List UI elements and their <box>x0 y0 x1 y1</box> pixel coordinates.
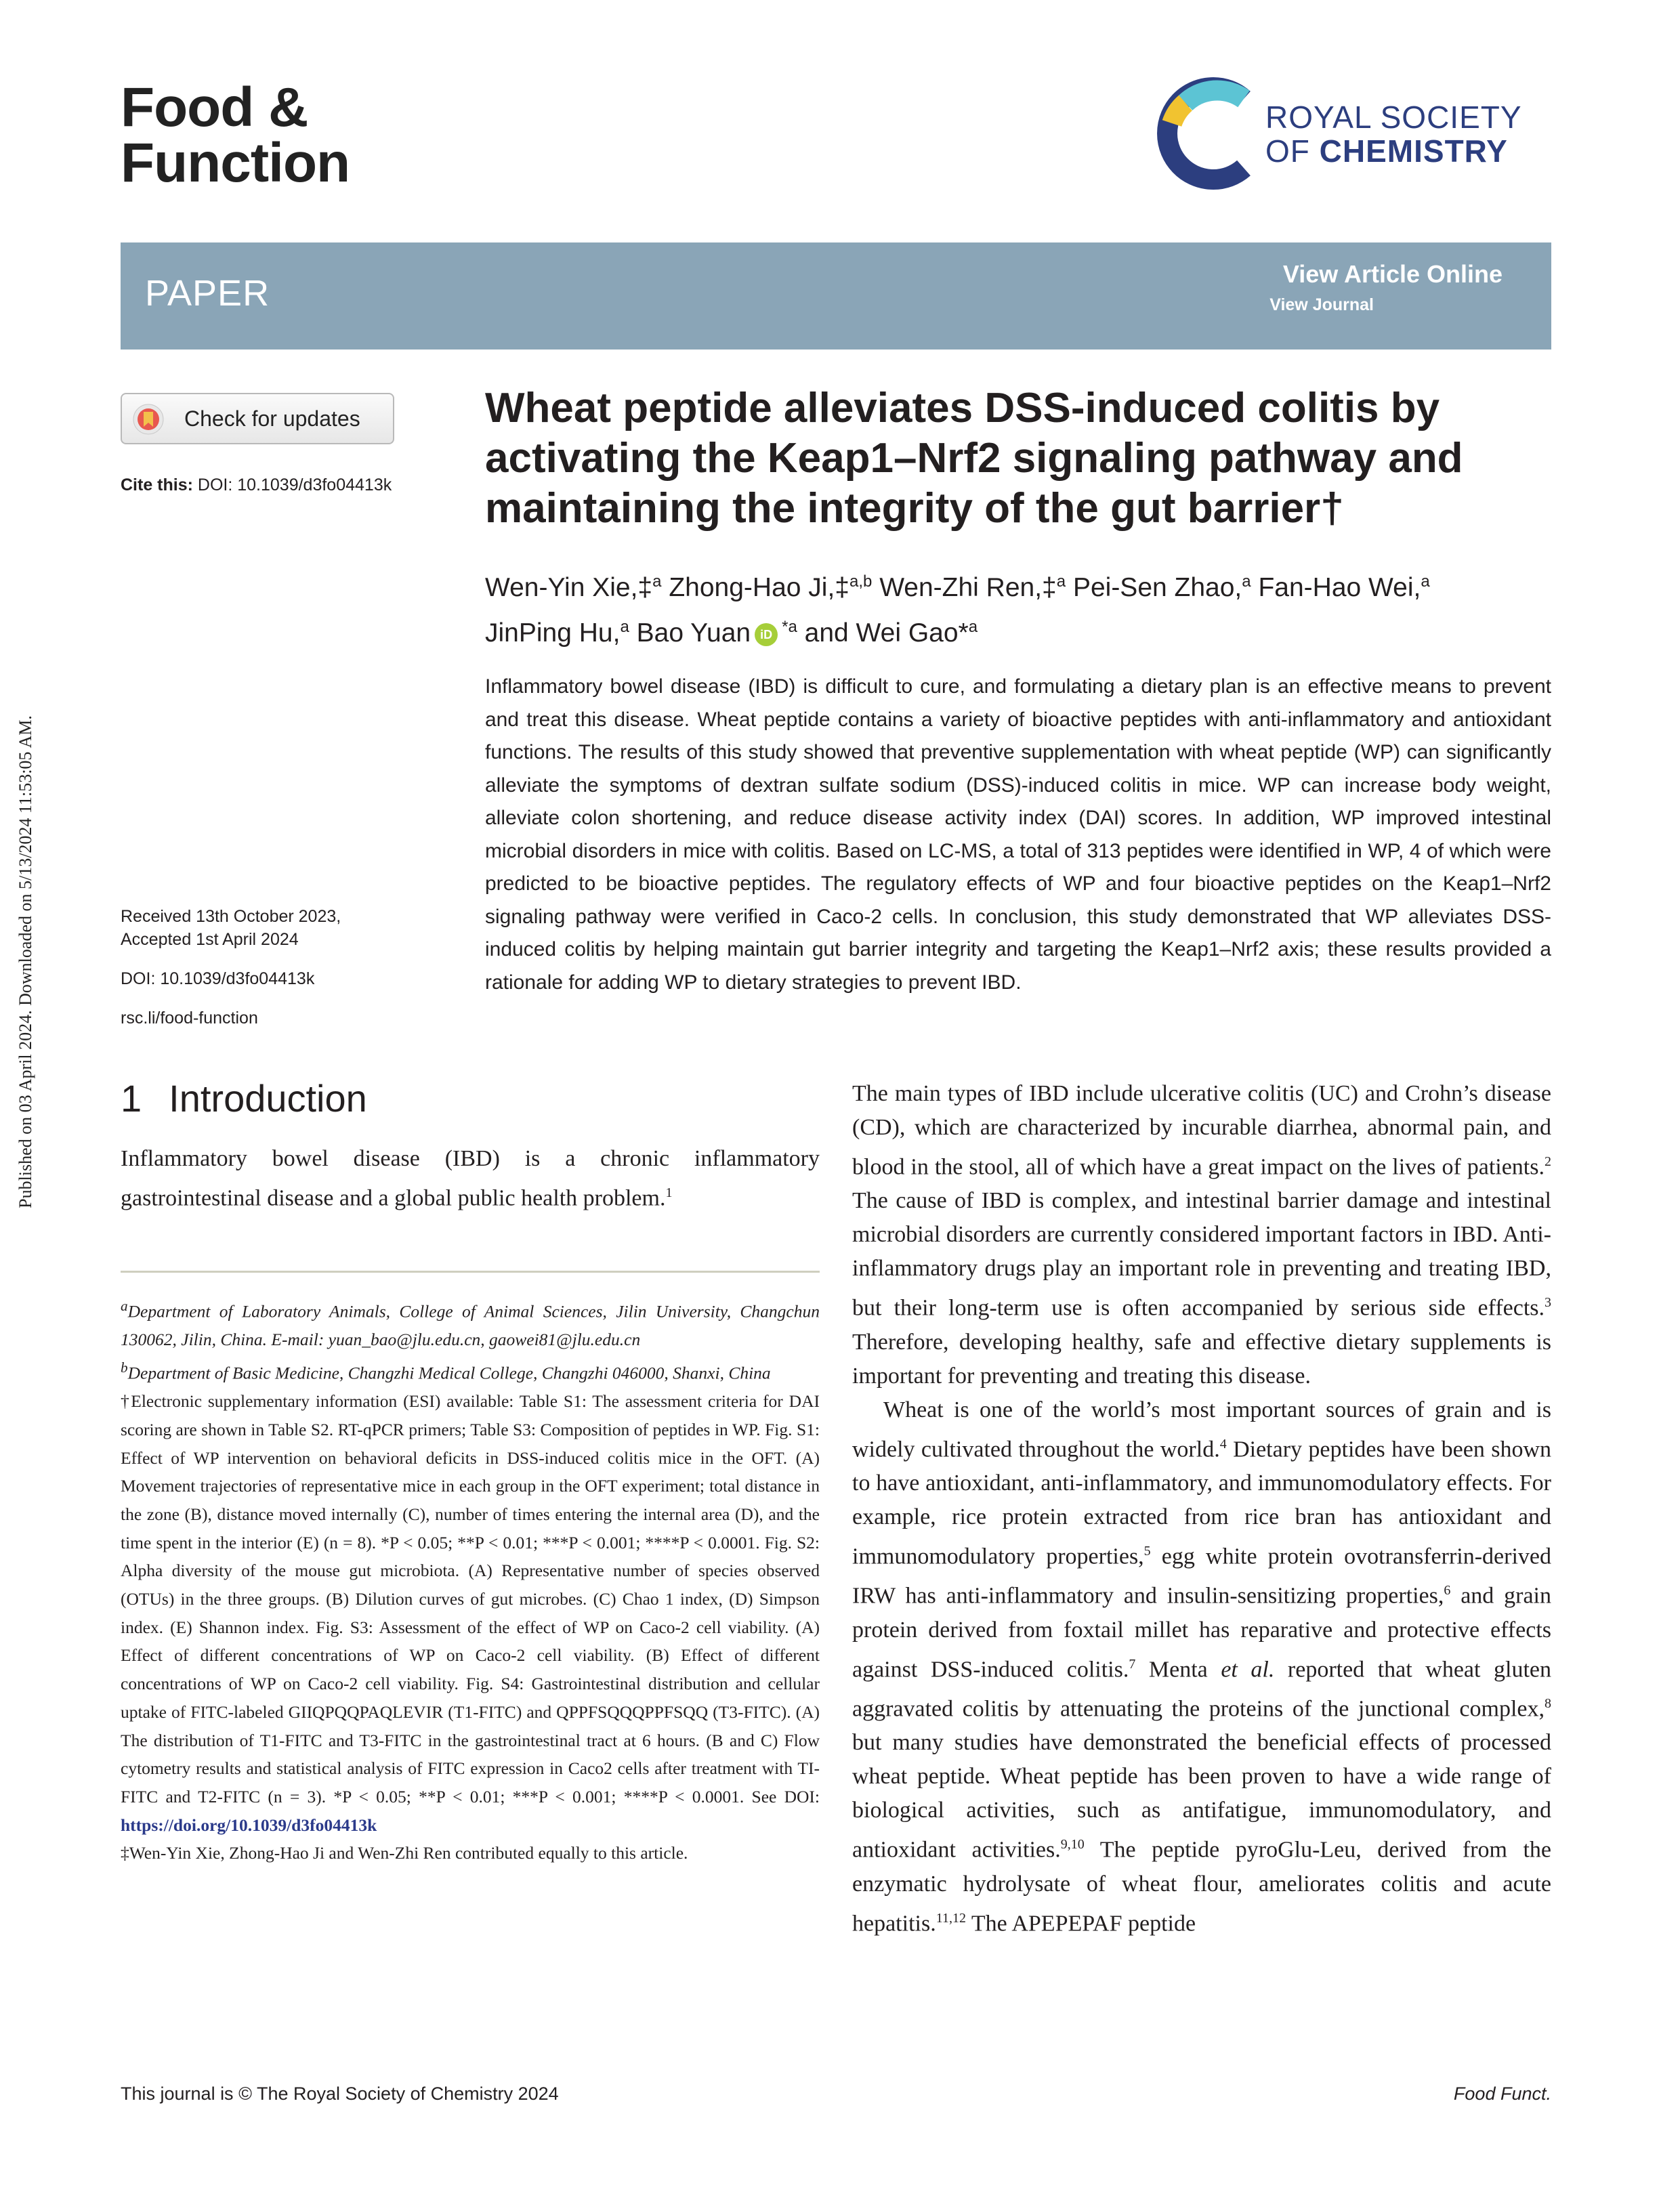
text-run: The cause of IBD is complex, and intestinal barrier damage and intestinal microbial disorders are currently considered important factors in IBD. Anti-inflammatory drugs play an important role in preventing and treating IBD, but their long-term use is often accompanied by serious side effects. <box>852 1188 1551 1321</box>
journal-abbrev-footer: Food Funct. <box>1453 2083 1551 2104</box>
section-number: 1 <box>121 1077 142 1120</box>
check-for-updates-label: Check for updates <box>184 406 360 431</box>
footnotes <box>121 1292 820 1867</box>
footnote-divider <box>121 1271 820 1273</box>
check-for-updates-button[interactable] <box>121 393 394 444</box>
publisher-line2: OF CHEMISTRY <box>1265 133 1508 169</box>
affiliation-b: $^b$Department of Basic Medicine, Changzhi Medical College, Changzhi 046000, Shanxi, China <box>121 1359 771 1383</box>
author[interactable]: and Wei Gao*$^a$ <box>804 618 978 648</box>
citation-ref[interactable]: 9,10 <box>1060 1837 1085 1853</box>
citation-ref[interactable]: 1 <box>665 1185 673 1200</box>
citation-ref[interactable]: 6 <box>1444 1583 1451 1599</box>
text-run: Menta <box>1135 1656 1221 1682</box>
journal-title-line2: Function <box>121 132 350 194</box>
section-heading <box>121 1077 367 1120</box>
text-run: Dietary peptides have been shown to have antioxidant, anti-inflammatory, and immunomodulatory effects. For example, rice protein extracted from rice bran has antioxidant and immunomodulatory properties, <box>852 1436 1552 1569</box>
text-run: egg white protein ovotransferrin-derived IRW has anti-inflammatory and insulin-sensitizing properties, <box>852 1544 1551 1609</box>
author[interactable]: JinPing Hu,$^a$ <box>485 618 629 648</box>
text-run: Wheat is one of the world’s most important sources of grain and is widely cultivated throughout the world. <box>852 1397 1551 1462</box>
accepted-date: Accepted 1st April 2024 <box>121 930 299 949</box>
citation-ref[interactable]: 11,12 <box>936 1910 966 1926</box>
cite-this <box>121 475 392 495</box>
publisher-logo[interactable] <box>1157 76 1563 191</box>
journal-title-line1: Food & <box>121 77 308 138</box>
esi-note: †Electronic supplementary information (ESI) available: Table S1: The assessment criteria for DAI scoring are shown in Table S2. RT-qPCR primers; Table S3: Composition of peptides in WP. Fig. S1: Effect of WP intervention on behavioral deficits in DSS-induced colitis mice in the OFT. (A) Movement trajectories of representative mice in each group in the OFT experiment; total distance in the zone (B), distance moved internally (C), number of times entering the internal area (D), and the time spent in the interior (E) (n = 8). *P < 0.05; **P < 0.01; ***P < 0.001; ****P < 0.0001. Fig. S2: Alpha diversity of the mouse gut microbiota. (A) Representative number of species observed (OTUs) in the three groups. (B) Dilution curves of gut microbes. (C) Chao 1 index, (D) Simpson index. (E) Shannon index. Fig. S3: Assessment of the effect of WP on Caco-2 cell viability. (A) Effect of different concentrations of WP on Caco-2 cell viability. (B) Effect of different concentrations of WP on Caco-2 cell viability. Fig. S4: Gastrointestinal distribution and cellular uptake of FITC-labeled GIIQPQQPAQLEVIR (T1-FITC) and QPPFSQQQPPFSQQ (T3-FITC). (A) The distribution of T1-FITC and T3-FITC in the gastrointestinal tract at 6 hours. (B and C) Flow cytometry results and statistical analysis of FITC expression in Caco2 cells after treatment with TI-FITC and T2-FITC (n = 3). *P < 0.05; **P < 0.01; ***P < 0.001; ****P < 0.0001. See DOI: https://doi.org/10.1039/d3fo04413k <box>121 1391 820 1835</box>
journal-link[interactable]: rsc.li/food-function <box>121 1009 258 1028</box>
view-article-online-link[interactable]: View Article Online <box>1282 260 1503 288</box>
view-journal-link[interactable]: View Journal <box>1269 295 1374 314</box>
abstract: Inflammatory bowel disease (IBD) is difficult to cure, and formulating a dietary plan is an effective means to prevent and treat this disease. Wheat peptide contains a variety of bioactive peptides with anti-inflammatory and antioxidant functions. The results of this study showed that preventive supplementation with wheat peptide (WP) can significantly alleviate the symptoms of dextran sulfate sodium (DSS)-induced colitis in mice. WP can increase body weight, alleviate colon shortening, and reduce disease activity index (DAI) scores. In addition, WP improved intestinal microbial disorders in mice with colitis. Based on LC-MS, a total of 313 peptides were identified in WP, 4 of which were predicted to be bioactive peptides. The regulatory effects of WP and four bioactive peptides on the Keap1–Nrf2 signaling pathway were verified in Caco-2 cells. In conclusion, this study demonstrated that WP alleviates DSS-induced colitis by helping maintain gut barrier integrity and targeting the Keap1–Nrf2 axis; these results provided a rationale for adding WP to dietary strategies to prevent IBD. <box>485 675 1551 994</box>
journal-title <box>121 77 350 194</box>
cite-label: Cite this: <box>121 475 193 494</box>
received-date: Received 13th October 2023, <box>121 907 341 926</box>
citation-ref[interactable]: 4 <box>1219 1436 1227 1452</box>
citation-ref[interactable]: 7 <box>1129 1656 1136 1672</box>
author[interactable]: Wen-Zhi Ren,‡$^a$ <box>879 572 1066 602</box>
text-run: and grain protein derived from foxtail millet has reparative and protective effects against DSS-induced colitis. <box>852 1583 1551 1682</box>
meta-doi[interactable]: DOI: 10.1039/d3fo04413k <box>121 969 315 988</box>
text-run: The peptide pyroGlu-Leu, derived from the enzymatic hydrolysate of wheat flour, ameliorates colitis and acute hepatitis. <box>852 1837 1552 1936</box>
author[interactable]: Pei-Sen Zhao,$^a$ <box>1072 572 1251 602</box>
author-list <box>485 562 1542 653</box>
author[interactable]: Wen-Yin Xie,‡$^a$ <box>485 572 662 602</box>
rsc-logo-mark-icon <box>1157 76 1259 191</box>
citation-ref[interactable]: 3 <box>1545 1295 1551 1311</box>
author[interactable]: Fan-Hao Wei,$^a$ <box>1258 572 1430 602</box>
article-type-label: PAPER <box>145 273 270 314</box>
text-run: The APEPEPAF peptide <box>965 1910 1196 1936</box>
publisher-line1: ROYAL SOCIETY <box>1265 100 1522 135</box>
download-stamp <box>5 596 46 1328</box>
article-title: Wheat peptide alleviates DSS-induced colitis by activating the Keap1–Nrf2 signaling pathway and maintaining the integrity of the gut barrier† <box>485 385 1463 532</box>
citation-ref[interactable]: 2 <box>1545 1154 1551 1169</box>
article-type-banner <box>121 242 1551 350</box>
cite-doi[interactable]: DOI: 10.1039/d3fo04413k <box>197 475 392 494</box>
author[interactable]: Bao Yuan iD $^{*a}$ <box>636 618 797 648</box>
citation-ref[interactable]: 8 <box>1545 1695 1551 1711</box>
author[interactable]: Zhong-Hao Ji,‡$^{a,b}$ <box>669 572 873 602</box>
intro-paragraph <box>852 1077 1551 1393</box>
intro-right-column <box>852 1077 1551 1941</box>
orcid-icon[interactable]: iD <box>755 623 778 646</box>
download-stamp-text: Published on 03 April 2024. Downloaded on 5/13/2024 11:53:05 AM. <box>16 715 35 1208</box>
text-run: reported that wheat gluten aggravated colitis by attenuating the proteins of the junctional complex, <box>852 1656 1551 1722</box>
publisher-name <box>1265 100 1522 168</box>
bookmark-update-icon <box>133 404 164 435</box>
italic-text: et al. <box>1221 1656 1275 1682</box>
text-run: but many studies have demonstrated the beneficial effects of processed wheat peptide. Wheat peptide has been proven to have a wide range of biological activities, such as antifatigue, immunomodulatory, and antioxidant activities. <box>852 1730 1551 1863</box>
equal-contribution-note: ‡Wen-Yin Xie, Zhong-Hao Ji and Wen-Zhi Ren contributed equally to this article. <box>121 1843 688 1863</box>
text-run: The main types of IBD include ulcerative colitis (UC) and Crohn’s disease (CD), which are characterized by incurable diarrhea, abnormal pain, and blood in the stool, all of which have a great impact on the lives of patients. <box>852 1081 1551 1180</box>
text-run: Therefore, developing healthy, safe and effective dietary supplements is important for preventing and treating this disease. <box>852 1329 1551 1389</box>
section-title: Introduction <box>169 1077 367 1120</box>
intro-paragraph <box>852 1393 1551 1941</box>
copyright-footer: This journal is © The Royal Society of Chemistry 2024 <box>121 2083 559 2104</box>
intro-paragraph: Inflammatory bowel disease (IBD) is a chronic inflammatory gastrointestinal disease and a global public health problem.$^1$ <box>121 1146 820 1211</box>
esi-doi-link[interactable]: https://doi.org/10.1039/d3fo04413k <box>121 1815 377 1835</box>
affiliation-a: $^a$Department of Laboratory Animals, College of Animal Sciences, Jilin University, Changchun 130062, Jilin, China. E-mail: yuan_bao@jlu.edu.cn, gaowei81@jlu.edu.cn <box>121 1298 820 1350</box>
citation-ref[interactable]: 5 <box>1143 1543 1151 1559</box>
